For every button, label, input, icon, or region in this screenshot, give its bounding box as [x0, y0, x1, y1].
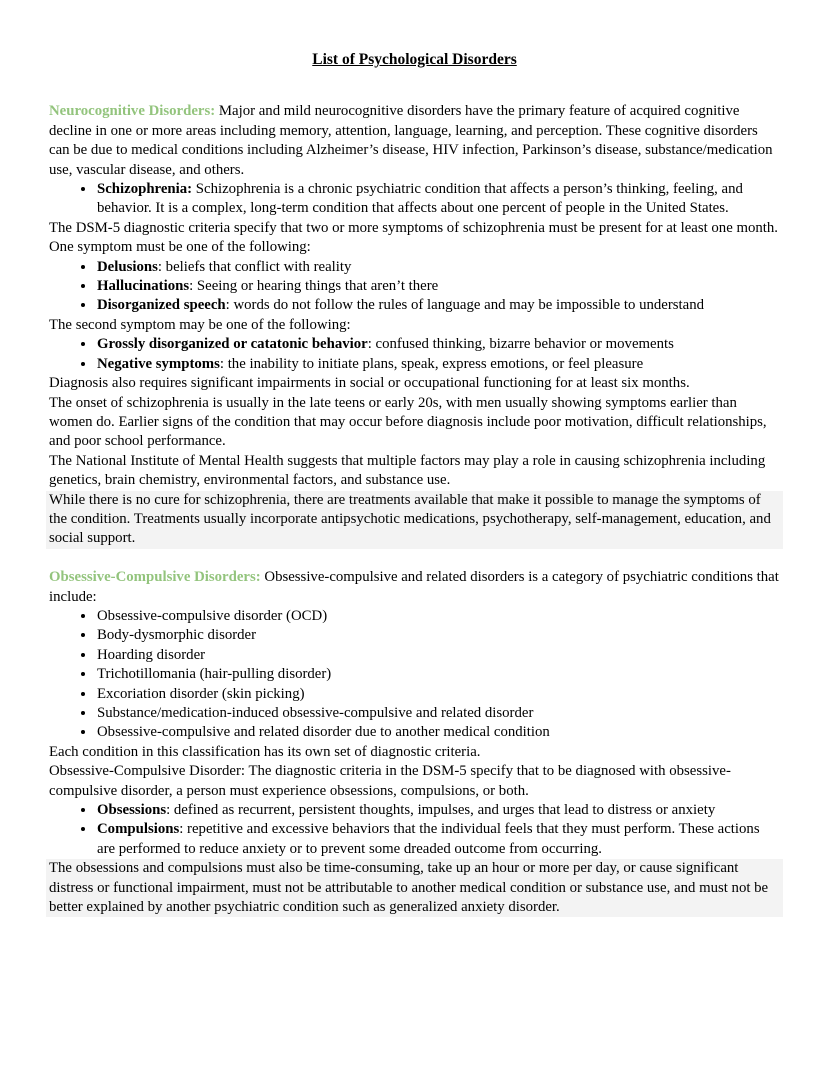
term-label: Negative symptoms: [97, 355, 220, 372]
ocd-intro-text: Obsessive-compulsive and related disorders is a category of psychiatric conditions that include:: [49, 569, 779, 605]
term-label: Disorganized speech: [97, 297, 226, 314]
list-item-ocd: • Obsessive-compulsive disorder (OCD): [96, 607, 780, 626]
neuro-intro-text: Major and mild neurocognitive disorders have the primary feature of acquired cognitive decline in one or more areas including memory, attention, language, learning, and perception. These cognitive disorders can be due to medical conditions including Alzheimer’s disease, HIV infection, Parkinson’s disease, substance/medication use, vascular disease, and others.: [49, 103, 773, 178]
list-item-hallucinations: [96, 277, 780, 296]
term-definition: : Seeing or hearing things that aren’t there: [189, 278, 439, 295]
section-neurocognitive: [49, 102, 780, 548]
paragraph-diagnosis-requirements: Diagnosis also requires significant impairments in social or occupational functioning for at least six months.: [49, 375, 690, 392]
paragraph-one-symptom: One symptom must be one of the following:: [49, 239, 311, 256]
term-definition: Schizophrenia is a chronic psychiatric condition that affects a person’s thinking, feeling, and behavior. It is a complex, long-term condition that affects about one percent of people in the United States.: [97, 181, 743, 217]
second-symptom-list: [49, 335, 780, 374]
term-definition: : defined as recurrent, persistent thoughts, impulses, and urges that lead to distress or anxiety: [166, 802, 716, 819]
section-obsessive-compulsive: [49, 568, 780, 917]
paragraph-dsm5-criteria: The DSM-5 diagnostic criteria specify that two or more symptoms of schizophrenia must be present for at least one month.: [49, 219, 778, 236]
document-title: List of Psychological Disorders: [312, 51, 517, 68]
term-definition: : confused thinking, bizarre behavior or movements: [367, 336, 674, 353]
neuro-section-heading: Neurocognitive Disorders:: [49, 103, 216, 120]
term-label: Delusions: [97, 258, 158, 275]
term-label: Compulsions: [97, 821, 180, 838]
list-item-medical-condition: • Obsessive-compulsive and related disorder due to another medical condition: [96, 723, 780, 742]
paragraph-nimh-factors: The National Institute of Mental Health suggests that multiple factors may play a role in causing schizophrenia including genetics, brain chemistry, environmental factors, and substance use.: [49, 452, 766, 489]
term-label: Hallucinations: [97, 278, 190, 295]
ocd-symptom-list: [49, 801, 780, 859]
list-item-obsessions: [96, 801, 780, 820]
paragraph-each-condition: Each condition in this classification has its own set of diagnostic criteria.: [49, 743, 481, 760]
term-label: Obsessions: [97, 802, 167, 819]
neuro-bullet-list: [49, 180, 780, 219]
list-item-substance-induced: • Substance/medication-induced obsessive-compulsive and related disorder: [96, 704, 780, 723]
list-item-compulsions: [96, 820, 780, 859]
list-item-hoarding: • Hoarding disorder: [96, 646, 780, 665]
paragraph-ocd-criteria: Obsessive-Compulsive Disorder: The diagnostic criteria in the DSM-5 specify that to be diagnosed with obsessive-compulsive disorder, a person must experience obsessions, compulsions, or both.: [49, 763, 731, 799]
list-item-negative-symptoms: [96, 355, 780, 374]
section-spacer: [49, 549, 780, 568]
list-item-schizophrenia: [96, 180, 780, 219]
paragraph-second-symptom: The second symptom may be one of the following:: [49, 316, 351, 333]
paragraph-requirements-highlighted: The obsessions and compulsions must also be time-consuming, take up an hour or more per day, or cause significant distress or functional impairment, must not be attributable to another medical condition or substance use, and must not be better explained by another psychiatric condition such as generalized anxiety disorder.: [46, 859, 783, 917]
list-item-disorganized-speech: [96, 296, 780, 315]
list-item-excoriation: • Excoriation disorder (skin picking): [96, 685, 780, 704]
ocd-conditions-list: [49, 607, 780, 743]
list-item-body-dysmorphic: • Body-dysmorphic disorder: [96, 626, 780, 645]
term-definition: : the inability to initiate plans, speak, express emotions, or feel pleasure: [219, 355, 644, 372]
ocd-section-heading: Obsessive-Compulsive Disorders:: [49, 569, 261, 586]
term-definition: : beliefs that conflict with reality: [157, 258, 352, 275]
term-definition: : words do not follow the rules of language and may be impossible to understand: [225, 297, 704, 314]
neuro-intro-paragraph: [49, 102, 780, 180]
term-label: Schizophrenia:: [97, 181, 193, 198]
paragraph-treatment-highlighted: While there is no cure for schizophrenia, there are treatments available that make it possible to manage the symptoms of the condition. Treatments usually incorporate antipsychotic medications, psychotherapy, self-management, education, and social support.: [46, 491, 783, 549]
ocd-intro-paragraph: [49, 568, 780, 607]
list-item-catatonic-behavior: [96, 335, 780, 354]
term-label: Grossly disorganized or catatonic behavior: [97, 336, 368, 353]
first-symptom-list: [49, 258, 780, 316]
list-item-trichotillomania: • Trichotillomania (hair-pulling disorder): [96, 665, 780, 684]
list-item-delusions: [96, 258, 780, 277]
paragraph-onset: The onset of schizophrenia is usually in the late teens or early 20s, with men usually showing symptoms earlier than women do. Earlier signs of the condition that may occur before diagnosis include poor motivation, difficult relationships, and poor school performance.: [49, 394, 767, 450]
term-definition: : repetitive and excessive behaviors that the individual feels that they must perform. These actions are performed to reduce anxiety or to prevent some dreaded outcome from occurring.: [97, 821, 760, 857]
